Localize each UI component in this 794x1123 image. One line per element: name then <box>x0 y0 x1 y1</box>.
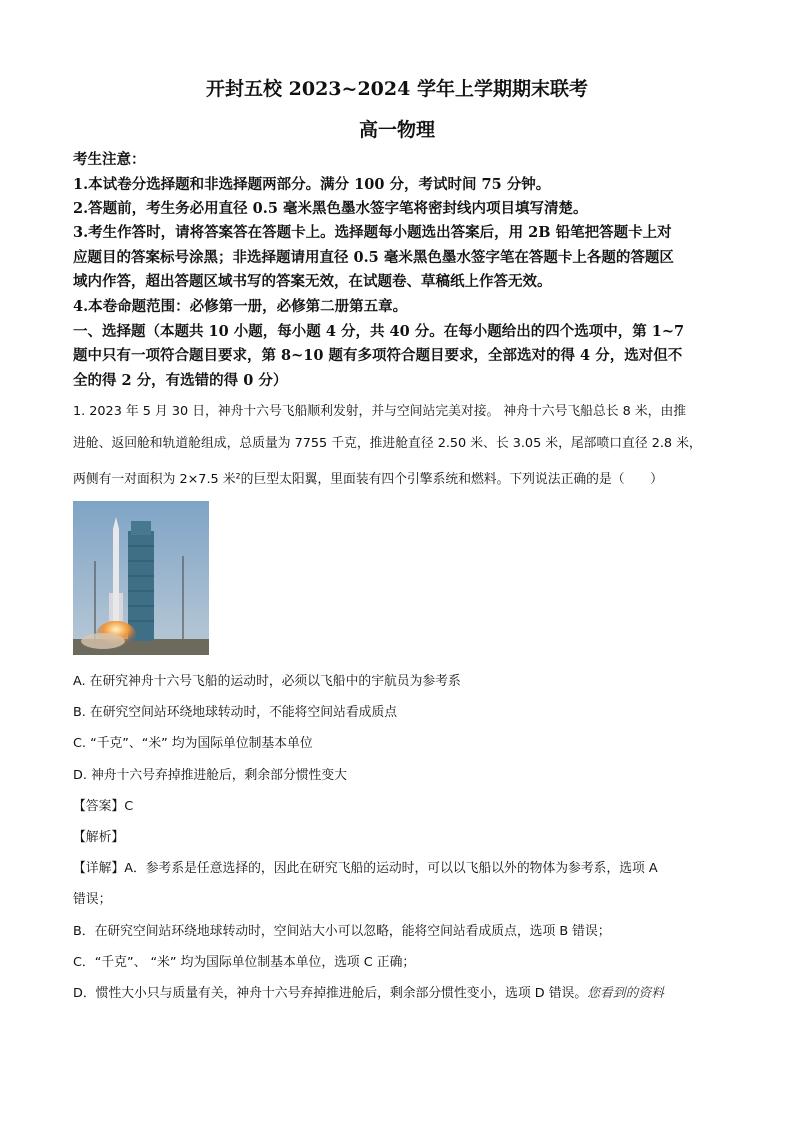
section-heading: 题中只有一项符合题目要求，第 8~10 题有多项符合题目要求，全部选对的得 4 分，选对但不 <box>73 347 683 364</box>
notice-item: 1.本试卷分选择题和非选择题两部分。满分 100 分，考试时间 75 分钟。 <box>73 176 551 193</box>
analysis-line: C．“千克”、 “米” 均为国际单位制基本单位，选项 C 正确； <box>73 955 416 970</box>
rocket-launch-photo <box>73 501 209 655</box>
notice-heading: 考生注意： <box>73 151 146 168</box>
analysis-line: 错误； <box>73 892 112 907</box>
option-a: A. 在研究神舟十六号飞船的运动时，必须以飞船中的宇航员为参考系 <box>73 674 461 689</box>
notice-item: 3.考生作答时，请将答案答在答题卡上。选择题每小题选出答案后，用 2B 铅笔把答题卡上对 <box>73 224 672 241</box>
question-stem: 1. 2023 年 5 月 30 日，神舟十六号飞船顺利发射，并与空间站完美对接。 神舟十六号飞船总长 8 米，由推 <box>73 404 687 419</box>
analysis-line: B．在研究空间站环绕地球转动时，空间站大小可以忽略，能将空间站看成质点，选项 B 错误； <box>73 924 611 939</box>
option-b: B. 在研究空间站环绕地球转动时，不能将空间站看成质点 <box>73 705 398 720</box>
question-stem: 两侧有一对面积为 2×7.5 米²的巨型太阳翼，里面装有四个引擎系统和燃料。下列说法正确的是（ ） <box>73 472 663 487</box>
analysis-line <box>73 982 733 1001</box>
notice-item: 2.答题前，考生务必用直径 0.5 毫米黑色墨水签字笔将密封线内项目填写清楚。 <box>73 200 588 217</box>
notice-item: 4.本卷命题范围：必修第一册，必修第二册第五章。 <box>73 298 408 315</box>
exam-title: 开封五校 2023~2024 学年上学期期末联考 <box>206 78 588 100</box>
analysis-heading: 【解析】 <box>73 830 125 845</box>
answer-label: 【答案】C <box>73 799 134 814</box>
exam-subject: 高一物理 <box>358 119 435 141</box>
notice-item: 域内作答，超出答题区域书写的答案无效，在试题卷、草稿纸上作答无效。 <box>73 273 552 290</box>
section-heading: 全的得 2 分，有选错的得 0 分） <box>73 372 288 389</box>
notice-item: 应题目的答案标号涂黑；非选择题请用直径 0.5 毫米黑色墨水签字笔在答题卡上各题的答题区 <box>73 249 674 266</box>
analysis-line: 【详解】A．参考系是任意选择的，因此在研究飞船的运动时，可以以飞船以外的物体为参考系，选项 A <box>73 861 658 876</box>
analysis-text: D．惯性大小只与质量有关，神舟十六号弃掉推进舱后，剩余部分惯性变小，选项 D 错误。 <box>73 986 588 1001</box>
option-c: C. “千克”、“米” 均为国际单位制基本单位 <box>73 736 313 751</box>
watermark-text: 您看到的资料 <box>587 986 664 1001</box>
section-heading: 一、选择题（本题共 10 小题，每小题 4 分，共 40 分。在每小题给出的四个选项中，第 1~7 <box>73 323 685 340</box>
option-d: D. 神舟十六号弃掉推进舱后，剩余部分惯性变大 <box>73 768 347 783</box>
question-stem: 进舱、返回舱和轨道舱组成，总质量为 7755 千克，推进舱直径 2.50 米、长 3.05 米，尾部喷口直径 2.8 米， <box>73 436 702 451</box>
